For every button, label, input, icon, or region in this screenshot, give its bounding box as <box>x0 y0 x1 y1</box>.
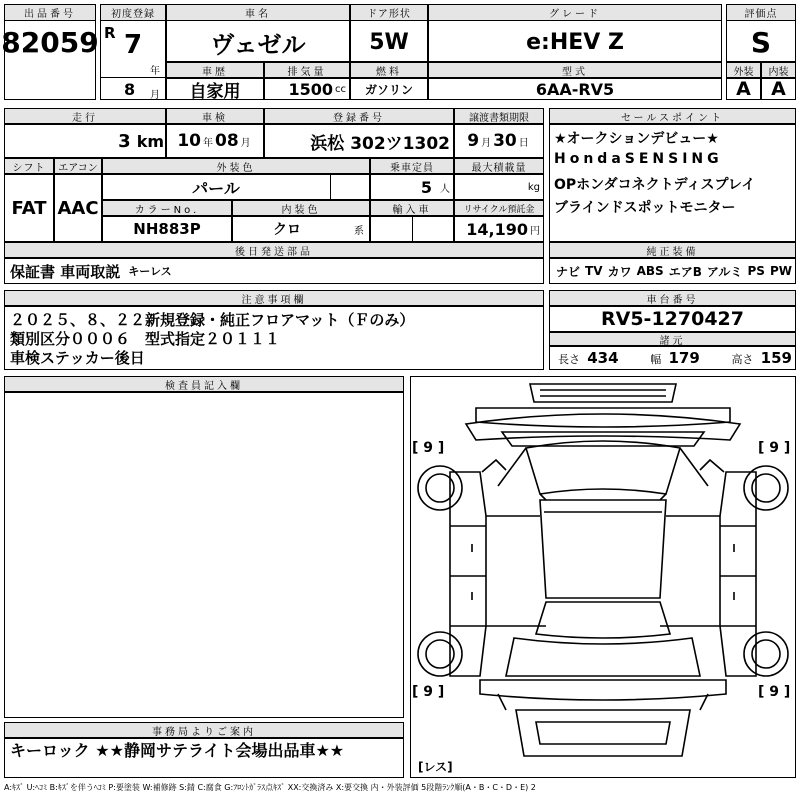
specs-header: 諸元 <box>549 332 796 346</box>
genuine-header: 純正装備 <box>549 242 796 258</box>
genuine-leather: カワ <box>607 264 632 279</box>
sales-point-1: ★オークションデビュー★ <box>554 131 719 147</box>
int-color: クロ <box>273 222 301 238</box>
genuine-pw: PW <box>769 264 792 278</box>
grade-header: グレード <box>428 4 722 21</box>
specs-cell <box>556 346 792 370</box>
color-no: NH883P <box>133 220 201 238</box>
exterior-header: 外装 <box>726 62 761 78</box>
lot-header: 出品番号 <box>4 4 96 21</box>
recycle: 14,190 <box>466 219 528 239</box>
transfer-day-unit: 日 <box>518 137 529 149</box>
sales-point-2: HondaSENSING <box>554 151 723 167</box>
int-color-unit: 系 <box>354 226 364 237</box>
capacity-cell <box>370 174 452 200</box>
interior-header: 内装 <box>761 62 796 78</box>
ext-color: パール <box>192 178 240 198</box>
spec-height: 159 <box>760 349 792 367</box>
diagram-mark-front-left: [ 9 ] <box>412 440 445 456</box>
chassis-header: 車台番号 <box>549 290 796 306</box>
genuine-airbag: エアB <box>668 264 702 279</box>
office-header: 事務局よりご案内 <box>4 722 404 738</box>
import-divider <box>412 216 413 242</box>
int-color-header: 内装色 <box>232 200 370 216</box>
spec-height-label: 高さ <box>731 353 754 366</box>
first-reg-divider <box>100 77 166 78</box>
first-reg-header: 初度登録 <box>100 4 166 21</box>
deferred-keyless: キーレス <box>128 265 172 278</box>
car-diagram <box>410 376 796 778</box>
deferred-cell <box>10 258 172 284</box>
max-load-unit: kg <box>527 181 540 193</box>
aircon: AAC <box>57 197 99 219</box>
inspection-month: 08 <box>215 131 239 151</box>
ext-color-header: 外装色 <box>102 158 370 174</box>
diagram-mark-rear-right: [ 9 ] <box>758 684 791 700</box>
shift-header: シフト <box>4 158 54 174</box>
transfer-month: 9 <box>467 131 480 151</box>
mileage-unit: km <box>136 131 164 151</box>
genuine-ps: PS <box>747 264 765 278</box>
mileage-header: 走行 <box>4 108 166 124</box>
first-reg-year: 7 <box>124 30 143 60</box>
inspector-box <box>4 392 404 718</box>
car-name-header: 車名 <box>166 4 350 21</box>
door-type: 5W <box>369 29 409 55</box>
mileage-cell <box>4 124 164 158</box>
history-header: 車歴 <box>166 62 264 78</box>
recycle-cell <box>454 216 542 242</box>
inspection-header: 車検 <box>166 108 264 124</box>
genuine-list <box>556 258 792 284</box>
first-reg-year-unit: 年 <box>150 66 160 77</box>
note-line-2: 類別区分０００６ 型式指定２０１１１ <box>10 330 281 348</box>
genuine-tv: TV <box>585 264 603 278</box>
note-line-3: 車検ステッカー後日 <box>10 349 145 367</box>
shift: FAT <box>11 197 47 219</box>
first-reg-month: 8 <box>124 80 136 99</box>
interior-score: A <box>771 78 786 100</box>
inspection-cell <box>166 124 264 158</box>
transfer-day: 30 <box>493 131 517 151</box>
history: 自家用 <box>189 81 241 102</box>
capacity: 5 <box>420 177 432 197</box>
lot-number: 82059 <box>1 25 99 59</box>
reg-no-header: 登録番号 <box>264 108 454 124</box>
ext-color-divider <box>330 174 331 200</box>
recycle-unit: 円 <box>530 225 540 237</box>
first-reg-month-unit: 月 <box>150 90 160 101</box>
capacity-header: 乗車定員 <box>370 158 454 174</box>
spec-length: 434 <box>587 349 619 367</box>
displacement-unit: cc <box>335 83 346 95</box>
model-type-header: 型式 <box>428 62 722 78</box>
inspection-year-unit: 年 <box>203 137 213 149</box>
note-line-1: ２０２５、８、２２新規登録・純正フロアマット（Ｆのみ） <box>10 311 415 329</box>
spec-width: 179 <box>668 349 700 367</box>
displacement-cell <box>264 78 348 100</box>
displacement: 1500 <box>288 79 333 99</box>
genuine-alloy: アルミ <box>706 264 743 279</box>
chassis-number: RV5-1270427 <box>601 308 744 330</box>
notes-header: 注意事項欄 <box>4 290 544 306</box>
sales-point-3: OPホンダコネクトディスプレイ <box>554 177 756 193</box>
inspection-year: 10 <box>177 131 201 151</box>
reg-no: 浜松 302ツ1302 <box>310 133 450 154</box>
inspection-month-unit: 月 <box>240 137 251 149</box>
sales-points-header: セールスポイント <box>549 108 796 124</box>
sales-point-4: ブラインドスポットモニター <box>554 200 736 216</box>
grade: e:HEV Z <box>526 29 624 55</box>
genuine-abs: ABS <box>636 264 664 278</box>
first-reg-era: R <box>104 24 116 42</box>
diagram-mark-rear-left: [ 9 ] <box>412 684 445 700</box>
mileage: 3 <box>118 130 131 152</box>
max-load-header: 最大積載量 <box>454 158 544 174</box>
car-name: ヴェゼル <box>210 30 306 59</box>
diagram-mark-rear: [レス] <box>418 760 453 774</box>
color-no-header: カラーNo. <box>102 200 232 216</box>
recycle-header: リサイクル預託金 <box>454 200 544 216</box>
aircon-header: エアコン <box>54 158 102 174</box>
legend: A:ｷｽﾞ U:ﾍｺﾐ B:ｷｽﾞを伴うﾍｺﾐ P:要塗装 W:補修跡 S:錆 C:腐食 G:ﾌﾛﾝﾄｶﾞﾗｽ点ｷｽﾞ XX:交換済み X:要交換 内・外装評価 5段階ﾗﾝｸ順(A・B・C・D・E) 2 <box>4 783 536 792</box>
model-type: 6AA-RV5 <box>535 79 615 99</box>
door-header: ドア形状 <box>350 4 428 21</box>
transfer-cell <box>454 124 544 158</box>
import-header: 輸入車 <box>370 200 454 216</box>
genuine-nav: ナビ <box>556 264 581 279</box>
fuel-header: 燃料 <box>350 62 428 78</box>
inspector-header: 検査員記入欄 <box>4 376 404 392</box>
deferred-parts: 保証書 車両取説 <box>10 262 121 281</box>
capacity-unit: 人 <box>440 183 450 195</box>
transfer-header: 譲渡書類期限 <box>454 108 544 124</box>
deferred-header: 後日発送部品 <box>4 242 544 258</box>
fuel: ガソリン <box>364 82 413 97</box>
office-note: キーロック ★★静岡サテライト会場出品車★★ <box>10 741 345 760</box>
spec-width-label: 幅 <box>650 353 662 366</box>
diagram-mark-front-right: [ 9 ] <box>758 440 791 456</box>
score-header: 評価点 <box>726 4 796 21</box>
score: S <box>750 25 772 59</box>
displacement-header: 排気量 <box>264 62 350 78</box>
exterior-score: A <box>736 78 751 100</box>
transfer-month-unit: 月 <box>481 137 492 149</box>
spec-length-label: 長さ <box>558 353 580 366</box>
